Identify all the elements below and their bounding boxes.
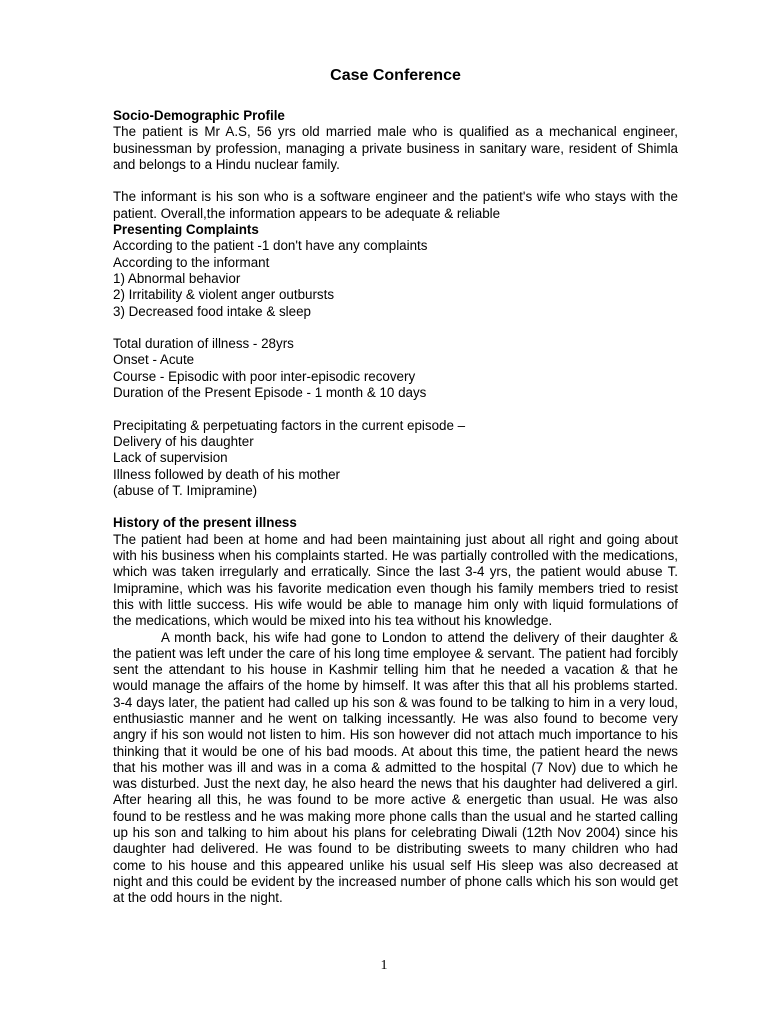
spacer [113, 401, 678, 417]
spacer [113, 499, 678, 515]
complaint-line: According to the patient -1 don't have any complaints [113, 238, 428, 254]
complaint-line: 2) Irritability & violent anger outbursts [113, 287, 335, 303]
precipitating-factor-line: (abuse of T. Imipramine) [113, 482, 258, 498]
document-page [113, 66, 678, 907]
illness-summary-line: Course - Episodic with poor inter-episodic recovery [113, 368, 416, 384]
complaint-line: 3) Decreased food intake & sleep [113, 303, 312, 319]
history-paragraph: A month back, his wife had gone to London to attend the delivery of their daughter & the patient was left under the care of his long time employee & servant. The patient had forcibly sent the attendant to his house in Kashmir telling him that he needed a vacation & that he would manage the affairs of the home by himself. It was after this that all his problems started. 3-4 days later, the patient had called up his son & was found to be talking to him in a very loud, enthusiastic manner and he went on talking incessantly. He was also found to become very angry if his son would not listen to him. His son however did not attach much importance to his thinking that it would be one of his bad moods. At about this time, the patient heard the news that his mother was ill and was in a coma & admitted to the hospital (7 Nov) due to which he was disturbed. Just the next day, he also heard the news that his daughter had delivered a girl. After hearing all this, he was found to be more active & energetic than usual. He was also found to be restless and he was making more phone calls than the usual and he started calling up his son and talking to him about his plans for celebrating Diwali (12th Nov 2004) since his daughter had delivered. He was found to be distributing sweets to many children who had come to his house and this appeared unlike his usual self His sleep was also decreased at night and this could be evident by the increased number of phone calls which his son would get at the odd hours in the night. [113, 629, 678, 906]
spacer [113, 173, 678, 189]
socio-demographic-heading: Socio-Demographic Profile [113, 108, 285, 123]
complaint-line: 1) Abnormal behavior [113, 270, 241, 286]
illness-summary-line: Total duration of illness - 28yrs [113, 336, 294, 352]
precipitating-factors-section [113, 418, 678, 499]
socio-demographic-section [113, 108, 678, 222]
complaint-line: According to the informant [113, 254, 270, 270]
history-heading: History of the present illness [113, 515, 297, 531]
spacer [113, 320, 678, 336]
precipitating-factor-line: Delivery of his daughter [113, 433, 254, 449]
presenting-complaints-section [113, 222, 678, 320]
precipitating-factor-line: Illness followed by death of his mother [113, 466, 341, 482]
precipitating-factor-line: Lack of supervision [113, 450, 228, 466]
socio-demographic-paragraph: The patient is Mr A.S, 56 yrs old married male who is qualified as a mechanical engineer, businessman by profession, managing a private business in sanitary ware, resident of Shimla and belongs to a Hindu nuclear family. [113, 124, 678, 172]
illness-summary-section [113, 336, 678, 401]
precipitating-factor-line: Precipitating & perpetuating factors in the current episode – [113, 417, 466, 433]
illness-summary-line: Onset - Acute [113, 352, 195, 368]
document-title: Case Conference [330, 67, 461, 84]
page-number: 1 [380, 958, 388, 973]
informant-paragraph: The informant is his son who is a software engineer and the patient's wife who stays with the patient. Overall,the information appears to be adequate & reliable [113, 189, 678, 221]
history-paragraph: The patient had been at home and had been maintaining just about all right and going about with his business when his complaints started. He was partially controlled with the medications, which was taken irregularly and erratically. Since the last 3-4 yrs, the patient would abuse T. Imipramine, which was his favorite medication even though his family members tried to resist this with little success. His wife would be able to manage him only with liquid formulations of the medications, which would be mixed into his tea without his knowledge. [113, 531, 678, 629]
presenting-complaints-heading: Presenting Complaints [113, 222, 259, 238]
history-present-illness-section [113, 515, 678, 906]
illness-summary-line: Duration of the Present Episode - 1 month & 10 days [113, 385, 427, 401]
